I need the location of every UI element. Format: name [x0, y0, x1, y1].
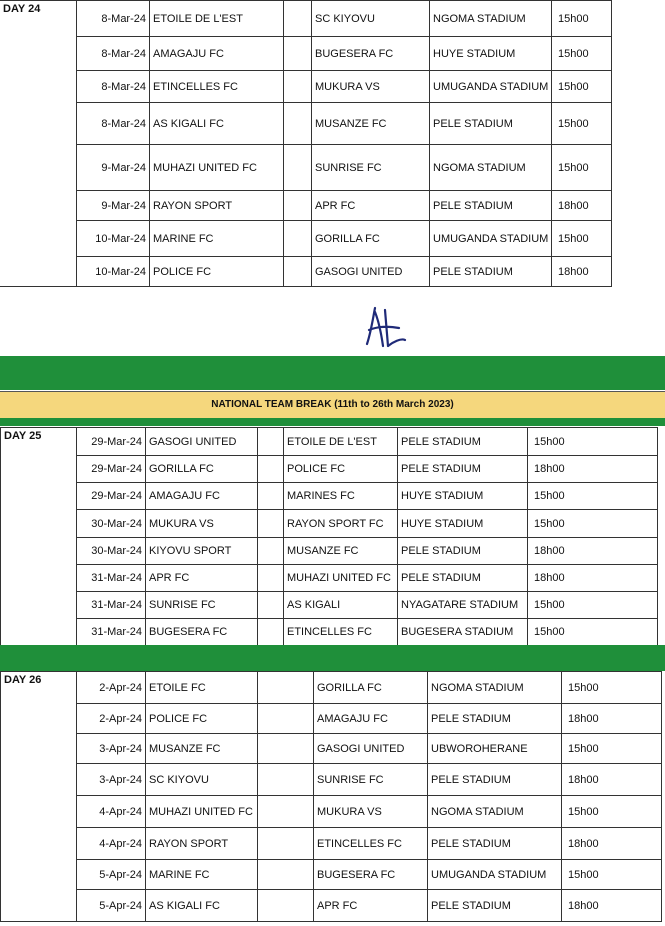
match-date: 3-Apr-24: [77, 764, 146, 796]
kickoff-time: 18h00: [562, 764, 662, 796]
home-team: AMAGAJU FC: [146, 483, 258, 510]
fixture-row: [1, 592, 658, 619]
home-team: AS KIGALI FC: [150, 103, 284, 145]
green-divider-band: [0, 356, 665, 390]
kickoff-time: 15h00: [562, 860, 662, 890]
match-date: 2-Apr-24: [77, 704, 146, 734]
kickoff-time: 18h00: [528, 565, 658, 592]
fixture-row: [0, 221, 612, 257]
kickoff-time: 15h00: [528, 510, 658, 538]
spacer-cell: [258, 483, 284, 510]
day-label: DAY 25: [1, 428, 77, 646]
fixture-row: [1, 510, 658, 538]
home-team: RAYON SPORT: [150, 191, 284, 221]
venue: PELE STADIUM: [430, 103, 552, 145]
kickoff-time: 15h00: [552, 145, 612, 191]
kickoff-time: 18h00: [528, 456, 658, 483]
match-date: 3-Apr-24: [77, 734, 146, 764]
spacer-cell: [258, 828, 314, 860]
away-team: POLICE FC: [284, 456, 398, 483]
day-label: DAY 24: [0, 1, 77, 287]
spacer-cell: [284, 103, 312, 145]
spacer-cell: [258, 796, 314, 828]
fixture-row: [1, 456, 658, 483]
day-25-table: [0, 427, 658, 646]
fixture-row: [1, 704, 662, 734]
kickoff-time: 15h00: [528, 483, 658, 510]
spacer-cell: [258, 428, 284, 456]
day-26-section: [0, 671, 662, 922]
home-team: MUKURA VS: [146, 510, 258, 538]
fixture-row: [1, 538, 658, 565]
home-team: KIYOVU SPORT: [146, 538, 258, 565]
fixture-row: [1, 734, 662, 764]
fixture-row: [0, 257, 612, 287]
venue: NGOMA STADIUM: [428, 796, 562, 828]
away-team: MUSANZE FC: [284, 538, 398, 565]
home-team: APR FC: [146, 565, 258, 592]
home-team: RAYON SPORT: [146, 828, 258, 860]
home-team: GORILLA FC: [146, 456, 258, 483]
kickoff-time: 15h00: [562, 734, 662, 764]
spacer-cell: [258, 619, 284, 646]
spacer-cell: [258, 860, 314, 890]
fixture-row: [0, 1, 612, 37]
home-team: SC KIYOVU: [146, 764, 258, 796]
away-team: APR FC: [312, 191, 430, 221]
kickoff-time: 15h00: [552, 103, 612, 145]
kickoff-time: 15h00: [552, 37, 612, 71]
match-date: 30-Mar-24: [77, 538, 146, 565]
home-team: POLICE FC: [150, 257, 284, 287]
spacer-cell: [258, 592, 284, 619]
kickoff-time: 15h00: [528, 592, 658, 619]
fixture-row: [1, 672, 662, 704]
home-team: ETINCELLES FC: [150, 71, 284, 103]
away-team: BUGESERA FC: [314, 860, 428, 890]
day-24-table: [0, 0, 612, 287]
kickoff-time: 15h00: [528, 619, 658, 646]
fixture-row: [0, 37, 612, 71]
fixture-row: [1, 828, 662, 860]
away-team: GORILLA FC: [312, 221, 430, 257]
day-26-table: [0, 671, 662, 922]
home-team: SUNRISE FC: [146, 592, 258, 619]
match-date: 4-Apr-24: [77, 828, 146, 860]
national-team-break-banner: NATIONAL TEAM BREAK (11th to 26th March 2023): [0, 391, 665, 419]
away-team: RAYON SPORT FC: [284, 510, 398, 538]
spacer-cell: [284, 191, 312, 221]
venue: NYAGATARE STADIUM: [398, 592, 528, 619]
spacer-cell: [258, 704, 314, 734]
fixture-row: [1, 565, 658, 592]
venue: BUGESERA STADIUM: [398, 619, 528, 646]
kickoff-time: 15h00: [552, 71, 612, 103]
spacer-cell: [258, 538, 284, 565]
home-team: MARINE FC: [146, 860, 258, 890]
match-date: 29-Mar-24: [77, 428, 146, 456]
venue: NGOMA STADIUM: [430, 1, 552, 37]
fixture-row: [1, 764, 662, 796]
venue: PELE STADIUM: [398, 538, 528, 565]
fixture-row: [1, 860, 662, 890]
match-date: 8-Mar-24: [77, 71, 150, 103]
match-date: 31-Mar-24: [77, 619, 146, 646]
spacer-cell: [258, 890, 314, 922]
match-date: 8-Mar-24: [77, 37, 150, 71]
match-date: 30-Mar-24: [77, 510, 146, 538]
venue: PELE STADIUM: [428, 890, 562, 922]
kickoff-time: 18h00: [552, 257, 612, 287]
venue: PELE STADIUM: [398, 428, 528, 456]
home-team: ETOILE FC: [146, 672, 258, 704]
kickoff-time: 15h00: [552, 221, 612, 257]
venue: PELE STADIUM: [428, 764, 562, 796]
venue: HUYE STADIUM: [398, 510, 528, 538]
home-team: BUGESERA FC: [146, 619, 258, 646]
away-team: GORILLA FC: [314, 672, 428, 704]
match-date: 10-Mar-24: [77, 257, 150, 287]
kickoff-time: 18h00: [528, 538, 658, 565]
match-date: 31-Mar-24: [77, 565, 146, 592]
away-team: ETINCELLES FC: [284, 619, 398, 646]
kickoff-time: 15h00: [528, 428, 658, 456]
away-team: SUNRISE FC: [312, 145, 430, 191]
away-team: SC KIYOVU: [312, 1, 430, 37]
venue: PELE STADIUM: [430, 257, 552, 287]
kickoff-time: 15h00: [552, 1, 612, 37]
kickoff-time: 18h00: [562, 890, 662, 922]
away-team: AMAGAJU FC: [314, 704, 428, 734]
fixture-row: [1, 619, 658, 646]
away-team: MARINES FC: [284, 483, 398, 510]
home-team: MARINE FC: [150, 221, 284, 257]
venue: UMUGANDA STADIUM: [428, 860, 562, 890]
signature-image: [355, 302, 410, 352]
fixture-row: [0, 103, 612, 145]
venue: NGOMA STADIUM: [430, 145, 552, 191]
spacer-cell: [284, 221, 312, 257]
home-team: MUHAZI UNITED FC: [146, 796, 258, 828]
match-date: 31-Mar-24: [77, 592, 146, 619]
match-date: 2-Apr-24: [77, 672, 146, 704]
fixture-row: [0, 145, 612, 191]
match-date: 4-Apr-24: [77, 796, 146, 828]
away-team: GASOGI UNITED: [314, 734, 428, 764]
away-team: MUSANZE FC: [312, 103, 430, 145]
spacer-cell: [284, 257, 312, 287]
venue: UBWOROHERANE: [428, 734, 562, 764]
venue: UMUGANDA STADIUM: [430, 221, 552, 257]
away-team: GASOGI UNITED: [312, 257, 430, 287]
fixture-row: [1, 428, 658, 456]
away-team: ETOILE DE L'EST: [284, 428, 398, 456]
kickoff-time: 15h00: [562, 796, 662, 828]
green-divider-band-lower: [0, 418, 665, 426]
venue: HUYE STADIUM: [398, 483, 528, 510]
day-label: DAY 26: [1, 672, 77, 922]
venue: NGOMA STADIUM: [428, 672, 562, 704]
spacer-cell: [258, 734, 314, 764]
match-date: 10-Mar-24: [77, 221, 150, 257]
home-team: MUHAZI UNITED FC: [150, 145, 284, 191]
venue: UMUGANDA STADIUM: [430, 71, 552, 103]
home-team: AMAGAJU FC: [150, 37, 284, 71]
venue: PELE STADIUM: [428, 704, 562, 734]
away-team: MUHAZI UNITED FC: [284, 565, 398, 592]
kickoff-time: 18h00: [562, 704, 662, 734]
kickoff-time: 18h00: [552, 191, 612, 221]
venue: HUYE STADIUM: [430, 37, 552, 71]
kickoff-time: 15h00: [562, 672, 662, 704]
match-date: 29-Mar-24: [77, 483, 146, 510]
day-24-section: [0, 0, 612, 287]
match-date: 8-Mar-24: [77, 1, 150, 37]
venue: PELE STADIUM: [398, 456, 528, 483]
spacer-cell: [258, 510, 284, 538]
spacer-cell: [258, 764, 314, 796]
spacer-cell: [284, 1, 312, 37]
match-date: 8-Mar-24: [77, 103, 150, 145]
away-team: AS KIGALI: [284, 592, 398, 619]
fixture-row: [1, 796, 662, 828]
kickoff-time: 18h00: [562, 828, 662, 860]
spacer-cell: [284, 71, 312, 103]
home-team: AS KIGALI FC: [146, 890, 258, 922]
away-team: SUNRISE FC: [314, 764, 428, 796]
spacer-cell: [284, 37, 312, 71]
day-25-section: [0, 427, 658, 646]
home-team: ETOILE DE L'EST: [150, 1, 284, 37]
home-team: POLICE FC: [146, 704, 258, 734]
spacer-cell: [284, 145, 312, 191]
venue: PELE STADIUM: [398, 565, 528, 592]
match-date: 9-Mar-24: [77, 191, 150, 221]
match-date: 9-Mar-24: [77, 145, 150, 191]
spacer-cell: [258, 565, 284, 592]
fixture-row: [0, 71, 612, 103]
match-date: 5-Apr-24: [77, 860, 146, 890]
away-team: BUGESERA FC: [312, 37, 430, 71]
away-team: MUKURA VS: [312, 71, 430, 103]
venue: PELE STADIUM: [428, 828, 562, 860]
venue: PELE STADIUM: [430, 191, 552, 221]
home-team: GASOGI UNITED: [146, 428, 258, 456]
away-team: APR FC: [314, 890, 428, 922]
away-team: MUKURA VS: [314, 796, 428, 828]
green-divider-band-2: [0, 645, 665, 671]
fixture-row: [1, 890, 662, 922]
spacer-cell: [258, 672, 314, 704]
match-date: 29-Mar-24: [77, 456, 146, 483]
fixture-row: [0, 191, 612, 221]
spacer-cell: [258, 456, 284, 483]
away-team: ETINCELLES FC: [314, 828, 428, 860]
home-team: MUSANZE FC: [146, 734, 258, 764]
fixture-row: [1, 483, 658, 510]
match-date: 5-Apr-24: [77, 890, 146, 922]
